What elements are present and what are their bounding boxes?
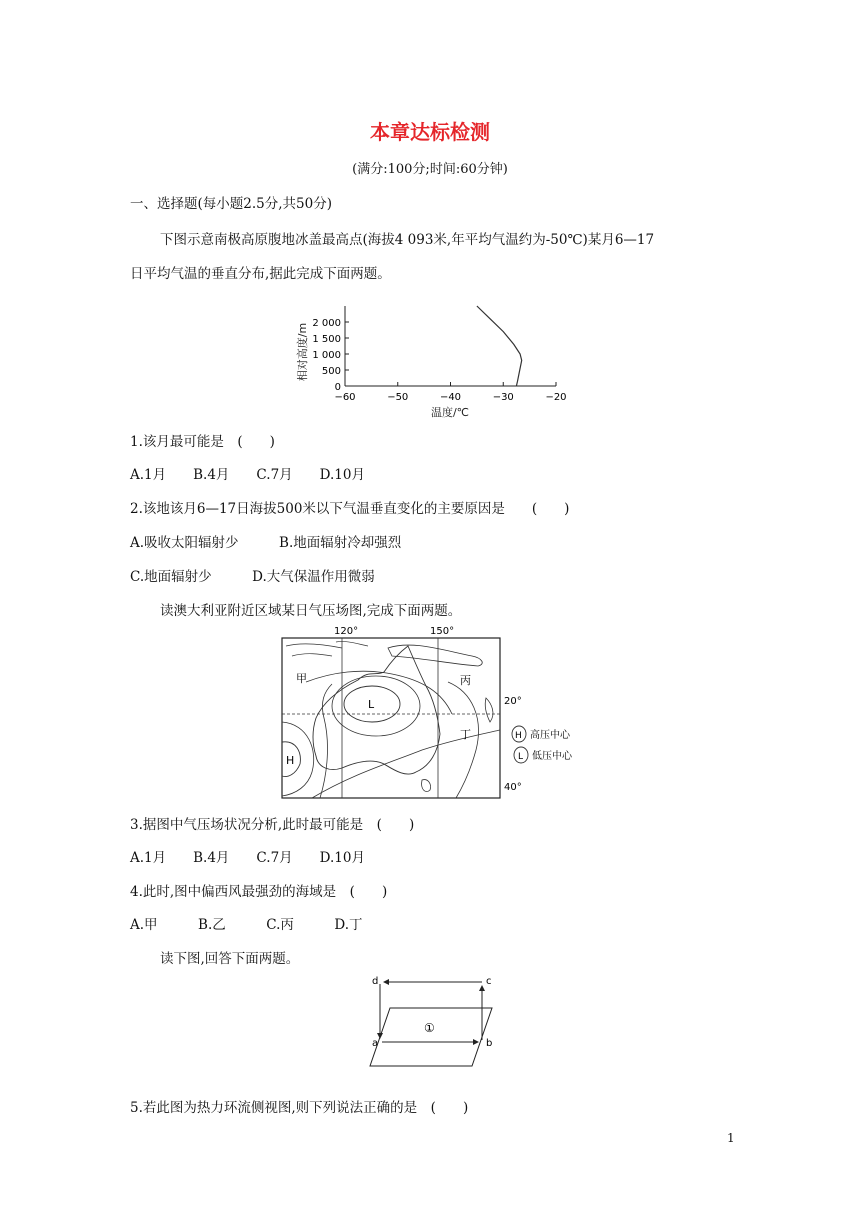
- section-heading: 一、选择题(每小题2.5分,共50分): [130, 196, 332, 212]
- y-tick-label: 1 000: [312, 350, 341, 361]
- thermal-circulation-diagram: [360, 972, 500, 1082]
- question-1: 1.该月最可能是 ( ): [130, 434, 275, 450]
- point-c: c: [486, 976, 492, 987]
- x-axis-label: 温度/℃: [430, 406, 470, 419]
- point-a: a: [372, 1038, 379, 1049]
- y-tick-label: 500: [321, 366, 341, 377]
- intro-2: 读澳大利亚附近区域某日气压场图,完成下面两题。: [160, 603, 462, 619]
- exam-info: (满分:100分;时间:60分钟): [352, 162, 508, 177]
- y-tick-label: 1 500: [312, 334, 341, 345]
- x-tick-label: −30: [492, 392, 514, 403]
- sea-label-jia: 甲: [296, 672, 307, 685]
- question-2-options-line-2: C.地面辐射少 D.大气保温作用微弱: [130, 569, 375, 585]
- x-ticks: [334, 382, 566, 403]
- lat-label-40: 40°: [504, 782, 522, 793]
- question-2-options-line-1: A.吸收太阳辐射少 B.地面辐射冷却强烈: [130, 535, 402, 551]
- pressure-map-figure: [272, 622, 592, 802]
- temperature-series-line: [477, 306, 522, 386]
- question-4: 4.此时,图中偏西风最强劲的海域是 ( ): [130, 884, 388, 900]
- lon-label-150: 150°: [430, 626, 455, 637]
- question-5: 5.若此图为热力环流侧视图,则下列说法正确的是 ( ): [130, 1100, 469, 1116]
- y-axis-label: 相对高度/m: [296, 322, 309, 382]
- page-number: 1: [727, 1131, 735, 1145]
- x-tick-label: −60: [334, 392, 356, 403]
- intro-1-line-1: 下图示意南极高原腹地冰盖最高点(海拔4 093米,年平均气温约为-50℃)某月6—17: [160, 232, 655, 248]
- lat-label-20: 20°: [504, 696, 522, 707]
- point-d: d: [372, 976, 379, 987]
- legend-low-symbol: L: [518, 752, 524, 762]
- legend-high-symbol: H: [515, 731, 522, 741]
- low-center-symbol: L: [368, 698, 375, 711]
- x-tick-label: −50: [387, 392, 409, 403]
- y-tick-label: 2 000: [312, 318, 341, 329]
- x-tick-label: −20: [545, 392, 567, 403]
- question-4-options: A.甲 B.乙 C.丙 D.丁: [130, 917, 363, 933]
- temperature-profile-chart: [290, 282, 580, 422]
- high-center-symbol: H: [286, 754, 295, 767]
- question-1-options: A.1月 B.4月 C.7月 D.10月: [130, 467, 365, 483]
- point-b: b: [486, 1038, 493, 1049]
- question-3: 3.据图中气压场状况分析,此时最可能是 ( ): [130, 817, 415, 833]
- intro-1-line-2: 日平均气温的垂直分布,据此完成下面两题。: [130, 266, 391, 282]
- y-ticks: [312, 318, 349, 393]
- sea-label-bing: 丙: [460, 674, 471, 687]
- question-2: 2.该地该月6—17日海拔500米以下气温垂直变化的主要原因是 ( ): [130, 501, 570, 517]
- y-tick-label: 0: [334, 382, 341, 393]
- question-3-options: A.1月 B.4月 C.7月 D.10月: [130, 850, 365, 866]
- ground-plane: [370, 1008, 492, 1066]
- page-title: 本章达标检测: [370, 120, 490, 144]
- legend-low-label: 低压中心: [532, 751, 572, 762]
- intro-3: 读下图,回答下面两题。: [160, 951, 300, 967]
- x-tick-label: −40: [439, 392, 462, 403]
- legend-high-label: 高压中心: [530, 730, 570, 741]
- lon-label-120: 120°: [334, 626, 359, 637]
- sea-label-ding: 丁: [460, 728, 471, 741]
- legend: [512, 726, 573, 763]
- region-1-label: ①: [424, 1021, 435, 1035]
